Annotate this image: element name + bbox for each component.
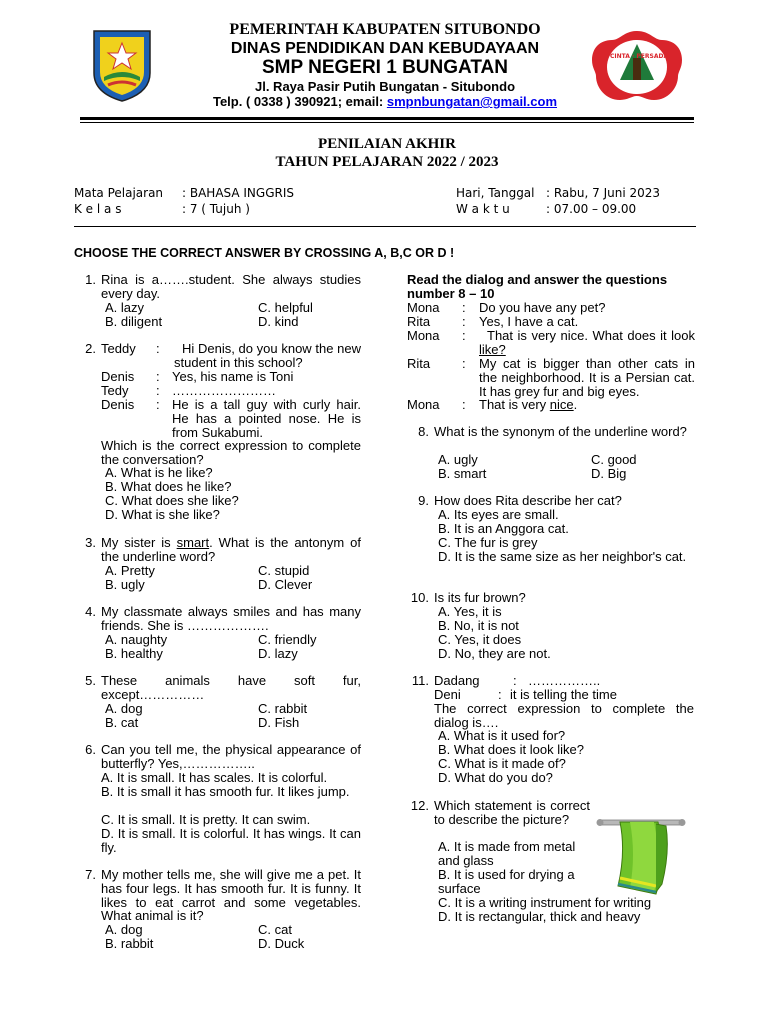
- school-address: Jl. Raya Pasir Putih Bungatan - Situbondo: [254, 79, 516, 94]
- question-number: 3.: [85, 535, 96, 550]
- school-logo: [588, 28, 686, 104]
- question-text: How does Rita describe her cat?: [434, 493, 622, 508]
- question-text: Is its fur brown?: [434, 590, 526, 605]
- day-label: Hari, Tanggal: [456, 186, 535, 200]
- colon: :: [156, 341, 160, 356]
- option-c[interactable]: C. cat: [258, 922, 292, 937]
- question-number: 1.: [85, 272, 96, 287]
- meta-rule: [74, 226, 696, 227]
- option-c[interactable]: C. What is it made of?: [438, 756, 566, 771]
- colon: :: [513, 673, 517, 688]
- speaker: Tedy: [101, 383, 129, 398]
- speaker: Rita: [407, 314, 431, 329]
- question-text: Rina is a…….student. She always studies every day.: [101, 272, 361, 301]
- header-rule-thin: [80, 122, 694, 123]
- option-d[interactable]: D. lazy: [258, 646, 298, 661]
- speaker: Mona: [407, 300, 440, 315]
- option-a[interactable]: A. ugly: [438, 452, 478, 467]
- speaker: Mona: [407, 397, 440, 412]
- option-a[interactable]: A. What is it used for?: [438, 728, 566, 743]
- speaker: Dadang: [434, 673, 480, 688]
- email-link[interactable]: smpnbungatan@gmail.com: [386, 94, 558, 109]
- header-line1: PEMERINTAH KABUPATEN SITUBONDO: [229, 21, 541, 38]
- dialog-blank: ……………..: [528, 673, 601, 688]
- option-a[interactable]: A. Its eyes are small.: [438, 507, 559, 522]
- colon: :: [156, 369, 160, 384]
- option-a[interactable]: A. What is he like?: [105, 465, 213, 480]
- colon: :: [462, 300, 466, 315]
- question-text: [101, 536, 361, 564]
- day-value: : Rabu, 7 Juni 2023: [546, 186, 661, 200]
- question-text: My mother tells me, she will give me a pet. It has four legs. It has smooth fur. It is funny. It likes to eat carrot and some vegetables. What animal is it?: [101, 867, 361, 924]
- option-b[interactable]: B. It is used for drying a surface: [438, 867, 575, 896]
- time-label: W a k t u: [456, 202, 510, 216]
- speaker: Rita: [407, 356, 431, 371]
- class-label: K e l a s: [74, 202, 122, 216]
- option-c[interactable]: C. rabbit: [258, 701, 308, 716]
- option-b[interactable]: B. ugly: [105, 577, 145, 592]
- towel-picture: [596, 812, 686, 896]
- option-c[interactable]: C. stupid: [258, 563, 310, 578]
- option-d[interactable]: D. Big: [591, 466, 627, 481]
- question-number: 2.: [85, 341, 96, 356]
- option-c[interactable]: C. friendly: [258, 632, 317, 647]
- option-d[interactable]: D. Duck: [258, 936, 305, 951]
- question-number: 9.: [418, 493, 429, 508]
- contact-phone: Telp. ( 0338 ) 390921; email:: [212, 94, 387, 109]
- option-c[interactable]: C. It is a writing instrument for writing: [438, 895, 652, 910]
- colon: :: [156, 397, 160, 412]
- question-number: 4.: [85, 604, 96, 619]
- option-c[interactable]: C. helpful: [258, 300, 313, 315]
- option-a[interactable]: A. Pretty: [105, 563, 155, 578]
- subject-label: Mata Pelajaran: [74, 186, 164, 200]
- dialog-line: [479, 398, 577, 412]
- underlined-word: nice: [549, 397, 574, 412]
- time-value: : 07.00 – 09.00: [546, 202, 637, 216]
- exam-year: TAHUN PELAJARAN 2022 / 2023: [275, 154, 499, 170]
- question-number: 12.: [410, 798, 429, 813]
- underlined-word: like?: [479, 341, 506, 357]
- speaker: Denis: [101, 369, 135, 384]
- text-part: My sister is: [101, 535, 177, 550]
- speaker: Mona: [407, 328, 440, 343]
- colon: :: [462, 328, 466, 343]
- district-logo: [90, 27, 154, 103]
- colon: :: [498, 687, 502, 702]
- speaker: Deni: [434, 687, 461, 702]
- option-a[interactable]: A. naughty: [105, 632, 168, 647]
- dialog-line: Yes, I have a cat.: [479, 314, 579, 329]
- colon: :: [462, 397, 466, 412]
- option-b[interactable]: B. rabbit: [105, 936, 154, 951]
- option-b[interactable]: B. What does he like?: [105, 479, 232, 494]
- colon: :: [462, 314, 466, 329]
- option-b[interactable]: B. It is small it has smooth fur. It likes jump.: [101, 784, 350, 799]
- question-number: 6.: [85, 742, 96, 757]
- header-rule-thick: [80, 117, 694, 120]
- option-b[interactable]: B. cat: [105, 715, 139, 730]
- question-number: 5.: [85, 673, 96, 688]
- option-d[interactable]: D. Clever: [258, 577, 313, 592]
- dialog-blank: ……………………: [172, 383, 276, 398]
- option-c[interactable]: C. Yes, it does: [438, 632, 522, 647]
- option-d[interactable]: D. It is rectangular, thick and heavy: [438, 909, 641, 924]
- colon: :: [156, 383, 160, 398]
- option-b[interactable]: B. diligent: [105, 314, 163, 329]
- question-text: What is the synonym of the underline word?: [434, 424, 687, 439]
- question-text: Which statement is correct to describe the picture?: [434, 798, 590, 827]
- option-d[interactable]: D. What do you do?: [438, 770, 553, 785]
- question-number: 11.: [411, 673, 429, 688]
- question-text: My classmate always smiles and has many friends. She is ……………….: [101, 604, 361, 633]
- class-value: : 7 ( Tujuh ): [182, 202, 250, 216]
- dialog-line: Do you have any pet?: [479, 300, 606, 315]
- question-text: These animals have soft fur, except……………: [101, 673, 361, 702]
- text-part: . What is the antonym of the underline word?: [101, 535, 361, 564]
- question-text: Can you tell me, the physical appearance of butterfly? Yes,……………..: [101, 742, 361, 771]
- option-c[interactable]: C. good: [591, 452, 637, 467]
- option-d[interactable]: D. Fish: [258, 715, 300, 730]
- option-a[interactable]: A. Yes, it is: [438, 604, 502, 619]
- underlined-word: smart: [176, 535, 210, 550]
- text-part: That is very nice. What does it look: [487, 328, 695, 343]
- question-number: 10.: [410, 590, 429, 605]
- option-b[interactable]: B. What does it look like?: [438, 742, 584, 757]
- option-a[interactable]: A. dog: [105, 701, 143, 716]
- school-contact: [155, 94, 615, 109]
- text-part: That is very: [479, 397, 550, 412]
- question-number: 8.: [418, 424, 429, 439]
- option-c[interactable]: C. The fur is grey: [438, 535, 538, 550]
- option-b[interactable]: B. smart: [438, 466, 487, 481]
- option-c[interactable]: C. What does she like?: [105, 493, 239, 508]
- subject-value: : BAHASA INGGRIS: [182, 186, 295, 200]
- dialog-line: Hi Denis, do you know the new student in this school?: [174, 341, 361, 370]
- option-d[interactable]: D. It is small. It is colorful. It has wings. It can fly.: [101, 826, 361, 855]
- option-a[interactable]: A. dog: [105, 922, 143, 937]
- dialog-line: My cat is bigger than other cats in the neighborhood. It is a Persian cat. It has grey fur and big eyes.: [479, 356, 695, 399]
- dialog-line: it is telling the time: [510, 687, 617, 702]
- school-name: SMP NEGERI 1 BUNGATAN: [262, 57, 508, 78]
- question-text: The correct expression to complete the dialog is….: [434, 701, 694, 730]
- option-a[interactable]: A. lazy: [105, 300, 145, 315]
- option-a[interactable]: A. It is made from metal and glass: [438, 839, 576, 868]
- option-b[interactable]: B. It is an Anggora cat.: [438, 521, 569, 536]
- logo-text: CINTA · PERSADA: [610, 53, 669, 60]
- dialog-line: [479, 329, 695, 357]
- dialog-line: He is a tall guy with curly hair. He has a pointed nose. He is from Sukabumi.: [172, 397, 361, 440]
- option-b[interactable]: B. No, it is not: [438, 618, 519, 633]
- speaker: Teddy: [101, 341, 136, 356]
- instruction: CHOOSE THE CORRECT ANSWER BY CROSSING A, B,C OR D !: [74, 246, 455, 260]
- header-line2: DINAS PENDIDIKAN DAN KEBUDAYAAN: [230, 40, 540, 57]
- option-d[interactable]: D. kind: [258, 314, 299, 329]
- speaker: Denis: [101, 397, 135, 412]
- question-text: Which is the correct expression to complete the conversation?: [101, 438, 361, 467]
- exam-title: PENILAIAN AKHIR: [318, 136, 456, 152]
- colon: :: [462, 356, 466, 371]
- option-c[interactable]: C. It is small. It is pretty. It can swim.: [101, 812, 311, 827]
- dialog-title: Read the dialog and answer the questions number 8 – 10: [407, 272, 668, 301]
- text-part: .: [573, 397, 578, 412]
- option-d[interactable]: D. What is she like?: [105, 507, 220, 522]
- option-a[interactable]: A. It is small. It has scales. It is colorful.: [101, 770, 328, 785]
- option-d[interactable]: D. It is the same size as her neighbor's cat.: [438, 549, 687, 564]
- option-b[interactable]: B. healthy: [105, 646, 163, 661]
- option-d[interactable]: D. No, they are not.: [438, 646, 551, 661]
- question-number: 7.: [85, 867, 96, 882]
- dialog-line: Yes, his name is Toni: [172, 369, 294, 384]
